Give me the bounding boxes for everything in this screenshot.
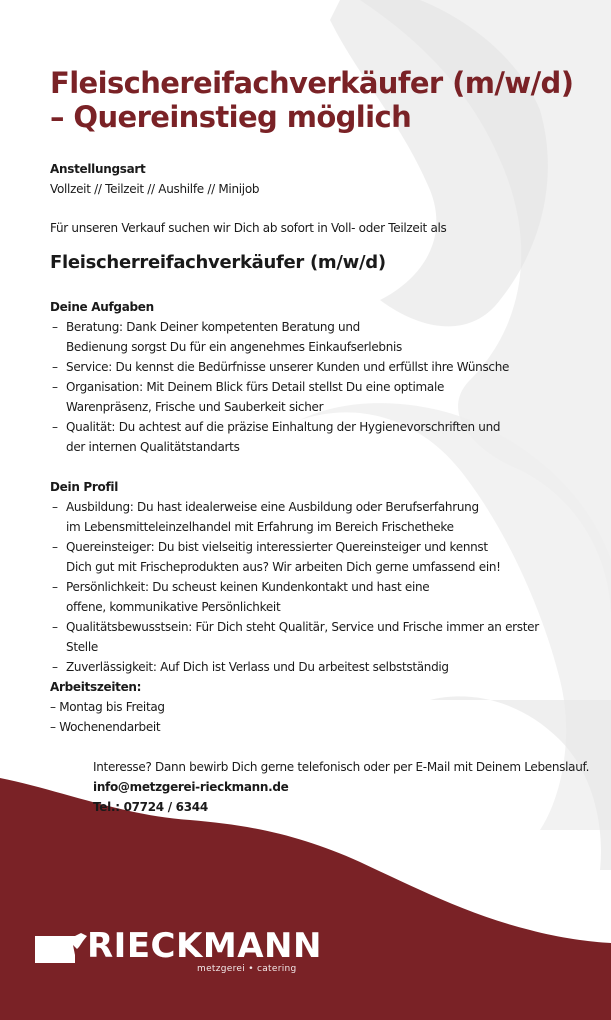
- position-subtitle: Fleischerreifachverkäufer (m/w/d): [50, 252, 386, 273]
- company-logo: [35, 926, 322, 980]
- profile-section: [50, 477, 570, 677]
- list-item: – Wochenendarbeit: [50, 720, 161, 734]
- contact-phone[interactable]: Tel.: 07724 / 6344: [93, 800, 208, 814]
- profile-list: [50, 497, 570, 677]
- employment-type-label: Anstellungsart: [50, 162, 146, 176]
- list-item: – Persönlichkeit: Du scheust keinen Kundenkontakt und hast eine offene, kommunikative Persönlichkeit: [50, 577, 466, 617]
- logo-tagline: metzgerei • catering: [197, 964, 297, 974]
- list-item: – Beratung: Dank Deiner kompetenten Beratung und Bedienung sorgst Du für ein angenehmes Einkaufserlebnis: [50, 317, 421, 357]
- hours-heading: Arbeitszeiten:: [50, 680, 142, 694]
- job-header: [50, 66, 590, 134]
- contact-block: [93, 757, 593, 817]
- list-item: – Montag bis Freitag: [50, 700, 165, 714]
- tasks-section: [50, 297, 570, 457]
- employment-type: [50, 159, 590, 199]
- list-item: – Organisation: Mit Deinem Blick fürs Detail stellst Du eine optimale Warenpräsenz, Frische und Sauberkeit sicher: [50, 377, 521, 417]
- list-item: – Qualitätsbewusstsein: Für Dich steht Qualitär, Service und Frische immer an erster Stelle: [50, 617, 570, 657]
- list-item: – Qualität: Du achtest auf die präzise Einhaltung der Hygienevorschriften und der internen Qualitätstandarts: [50, 417, 511, 457]
- intro-text: Für unseren Verkauf suchen wir Dich ab sofort in Voll- oder Teilzeit als: [50, 221, 447, 235]
- list-item: – Service: Du kennst die Bedürfnisse unserer Kunden und erfüllst ihre Wünsche: [50, 357, 570, 377]
- hours-list: [50, 697, 570, 737]
- cleaver-icon: [35, 933, 87, 963]
- tasks-list: [50, 317, 570, 457]
- contact-email-link[interactable]: info@metzgerei-rieckmann.de: [93, 780, 289, 794]
- hours-section: [50, 677, 570, 737]
- employment-type-value: Vollzeit // Teilzeit // Aushilfe // Minijob: [50, 182, 260, 196]
- contact-text: Interesse? Dann bewirb Dich gerne telefonisch oder per E-Mail mit Deinem Lebenslauf.: [93, 760, 590, 774]
- tasks-heading: Deine Aufgaben: [50, 300, 154, 314]
- profile-heading: Dein Profil: [50, 480, 119, 494]
- logo-wordmark: RIECKMANN: [87, 926, 322, 966]
- list-item: – Quereinsteiger: Du bist vielseitig interessierter Quereinsteiger und kennst Dich gut mit Frischeprodukten aus? Wir arbeiten Dich gerne umfassend ein!: [50, 537, 506, 577]
- job-title: Fleischereifachverkäufer (m/w/d) – Quereinstieg möglich: [50, 66, 574, 134]
- list-item: – Zuverlässigkeit: Auf Dich ist Verlass und Du arbeitest selbstständig: [50, 657, 570, 677]
- list-item: – Ausbildung: Du hast idealerweise eine Ausbildung oder Berufserfahrung im Lebensmitteleinzelhandel mit Erfahrung im Bereich Frischetheke: [50, 497, 486, 537]
